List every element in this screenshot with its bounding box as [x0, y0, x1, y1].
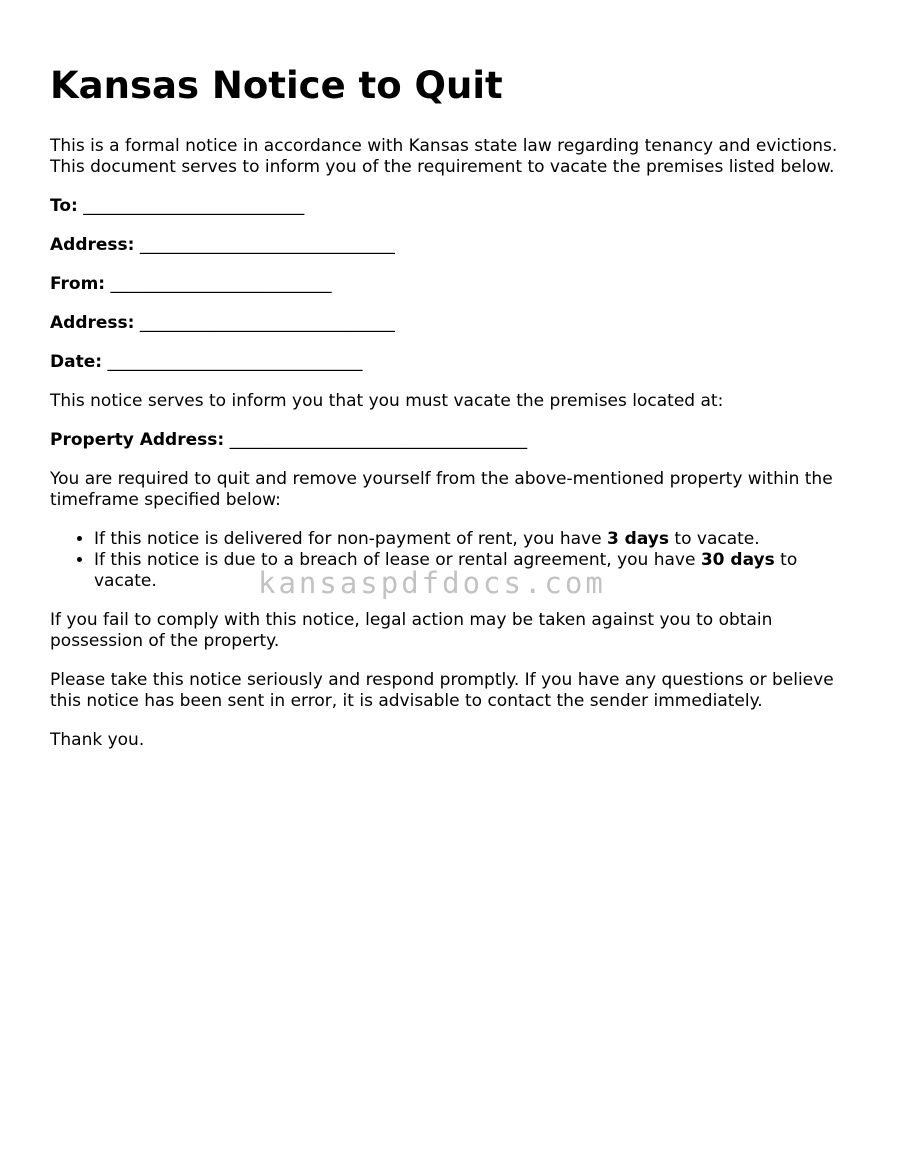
questions-paragraph: Please take this notice seriously and respond promptly. If you have any questions or believe this notice has been sent in error, it is advisable to contact the sender immediately.: [50, 670, 834, 711]
field-blank: __________________________: [110, 274, 332, 294]
field-blank: ___________________________________: [229, 430, 528, 450]
document-page: [50, 62, 850, 769]
intro-paragraph: This is a formal notice in accordance with Kansas state law regarding tenancy and evictions. This document serves to inform you of the requirement to vacate the premises listed below.: [50, 136, 838, 177]
field-blank: ______________________________: [139, 313, 395, 333]
legal-action-paragraph: If you fail to comply with this notice, legal action may be taken against you to obtain possession of the property.: [50, 610, 773, 651]
vacate-notice-paragraph: This notice serves to inform you that you must vacate the premises located at:: [50, 391, 724, 411]
field-label: Address:: [50, 313, 135, 333]
field-blank: __________________________: [83, 196, 305, 216]
to-address-field: [50, 235, 850, 256]
watermark: kansaspdfdocs.com: [258, 566, 606, 600]
from-address-field: [50, 313, 850, 334]
property-address-field: [50, 430, 850, 451]
list-item: • If this notice is due to a breach of lease or rental agreement, you have 30 days to vacate.: [94, 550, 850, 592]
from-field: [50, 274, 850, 295]
field-blank: ______________________________: [139, 235, 395, 255]
document-title: Kansas Notice to Quit: [50, 64, 503, 107]
field-label: Property Address:: [50, 430, 225, 450]
field-label: Address:: [50, 235, 135, 255]
to-field: [50, 196, 850, 217]
field-label: From:: [50, 274, 106, 294]
required-paragraph: You are required to quit and remove yourself from the above-mentioned property within the timeframe specified below:: [50, 469, 833, 510]
field-label: Date:: [50, 352, 103, 372]
closing-text: Thank you.: [50, 730, 145, 750]
date-field: [50, 352, 850, 373]
timeframe-list: [50, 529, 850, 592]
days-emphasis: 3 days: [606, 529, 670, 549]
list-item: • If this notice is delivered for non-payment of rent, you have 3 days to vacate.: [94, 529, 850, 550]
field-blank: ______________________________: [107, 352, 363, 372]
days-emphasis: 30 days: [700, 550, 775, 570]
field-label: To:: [50, 196, 78, 216]
